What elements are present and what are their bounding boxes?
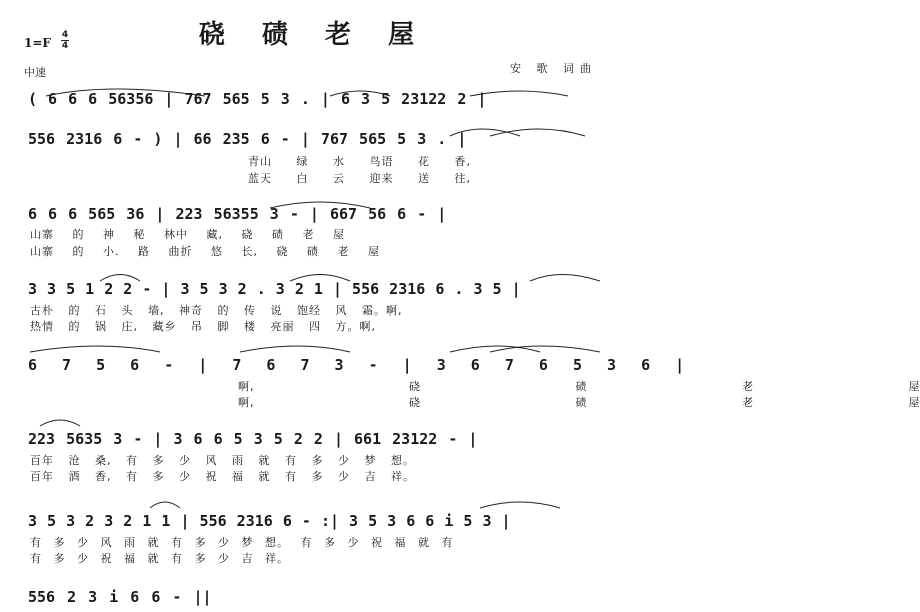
system-2-lyrics-2: 蓝天 白 云 迎来 送 往,	[248, 172, 471, 185]
slur	[330, 91, 390, 96]
author-credit: 安 歌 词曲	[510, 62, 597, 75]
slur	[100, 275, 140, 282]
system-5-notes: 6 7 5 6 - | 7 6 7 3 - | 3 6 7 6 5 3 6 |	[28, 356, 685, 374]
system-6-lyrics-2: 百年 酒 香, 有 多 少 祝 福 就 有 多 少 吉 祥。	[30, 470, 415, 483]
system-4-notes: 3 3 5 1 2 2 - | 3 5 3 2 . 3 2 1 | 556 2316 6 . 3 5 |	[28, 280, 521, 298]
page-title: 硗 碛 老 屋	[198, 20, 429, 50]
system-2-lyrics-1: 青山 绿 水 鸟语 花 香,	[248, 155, 471, 168]
meter-top: 4	[61, 30, 69, 40]
system-7-lyrics-2: 有 多 少 祝 福 就 有 多 少 吉 祥。	[30, 552, 289, 565]
slur	[490, 129, 585, 136]
slur	[30, 346, 160, 352]
slur	[490, 346, 600, 352]
slur	[480, 502, 560, 508]
system-2-notes: 556 2316 6 - ) | 66 235 6 - | 767 565 5 3 . |	[28, 130, 467, 148]
system-5-lyrics-2: 啊, 硗 碛 老 屋	[238, 396, 920, 409]
system-5-lyrics-1: 啊, 硗 碛 老 屋	[238, 380, 920, 393]
slur	[240, 346, 350, 352]
system-7-notes: 3 5 3 2 3 2 1 1 | 556 2316 6 - :| 3 5 3 6 6 i 5 3 |	[28, 512, 511, 530]
slur	[450, 129, 520, 136]
slur	[40, 420, 80, 426]
slur	[530, 275, 600, 282]
slur	[270, 202, 370, 208]
slur	[46, 89, 205, 96]
slur	[290, 275, 350, 282]
system-6-notes: 223 5635 3 - | 3 6 6 5 3 5 2 2 | 661 23122 - |	[28, 430, 478, 448]
system-8-notes: 556 2 3 i 6 6 - ||	[28, 588, 212, 606]
slur	[470, 91, 568, 96]
system-3-lyrics-1: 山寨 的 神 秘 林中 藏, 硗 碛 老 屋	[30, 228, 345, 241]
system-7-lyrics-1: 有 多 少 风 雨 就 有 多 少 梦 想。 有 多 少 祝 福 就 有	[30, 536, 454, 549]
slur	[150, 502, 180, 508]
system-3-lyrics-2: 山寨 的 小. 路 曲折 悠 长, 硗 碛 老 屋	[30, 245, 380, 258]
meter-bottom: 4	[61, 41, 69, 51]
system-3-notes: 6 6 6 565 36 | 223 56355 3 - | 667 56 6 - |	[28, 205, 447, 223]
system-6-lyrics-1: 百年 沧 桑, 有 多 少 风 雨 就 有 多 少 梦 想。	[30, 454, 415, 467]
key-signature: 1=F	[24, 36, 51, 50]
tempo-marking: 中速	[24, 66, 46, 79]
system-4-lyrics-2: 热情 的 锅 庄, 藏乡 吊 脚 楼 亮丽 四 方。啊,	[30, 320, 376, 333]
system-4-lyrics-1: 古朴 的 石 头 墙, 神奇 的 传 说 饱经 风 霜。啊,	[30, 304, 403, 317]
system-1-notes: ( 6 6 6 56356 | 767 565 5 3 . | 6 3 5 23122 2 |	[28, 90, 487, 108]
